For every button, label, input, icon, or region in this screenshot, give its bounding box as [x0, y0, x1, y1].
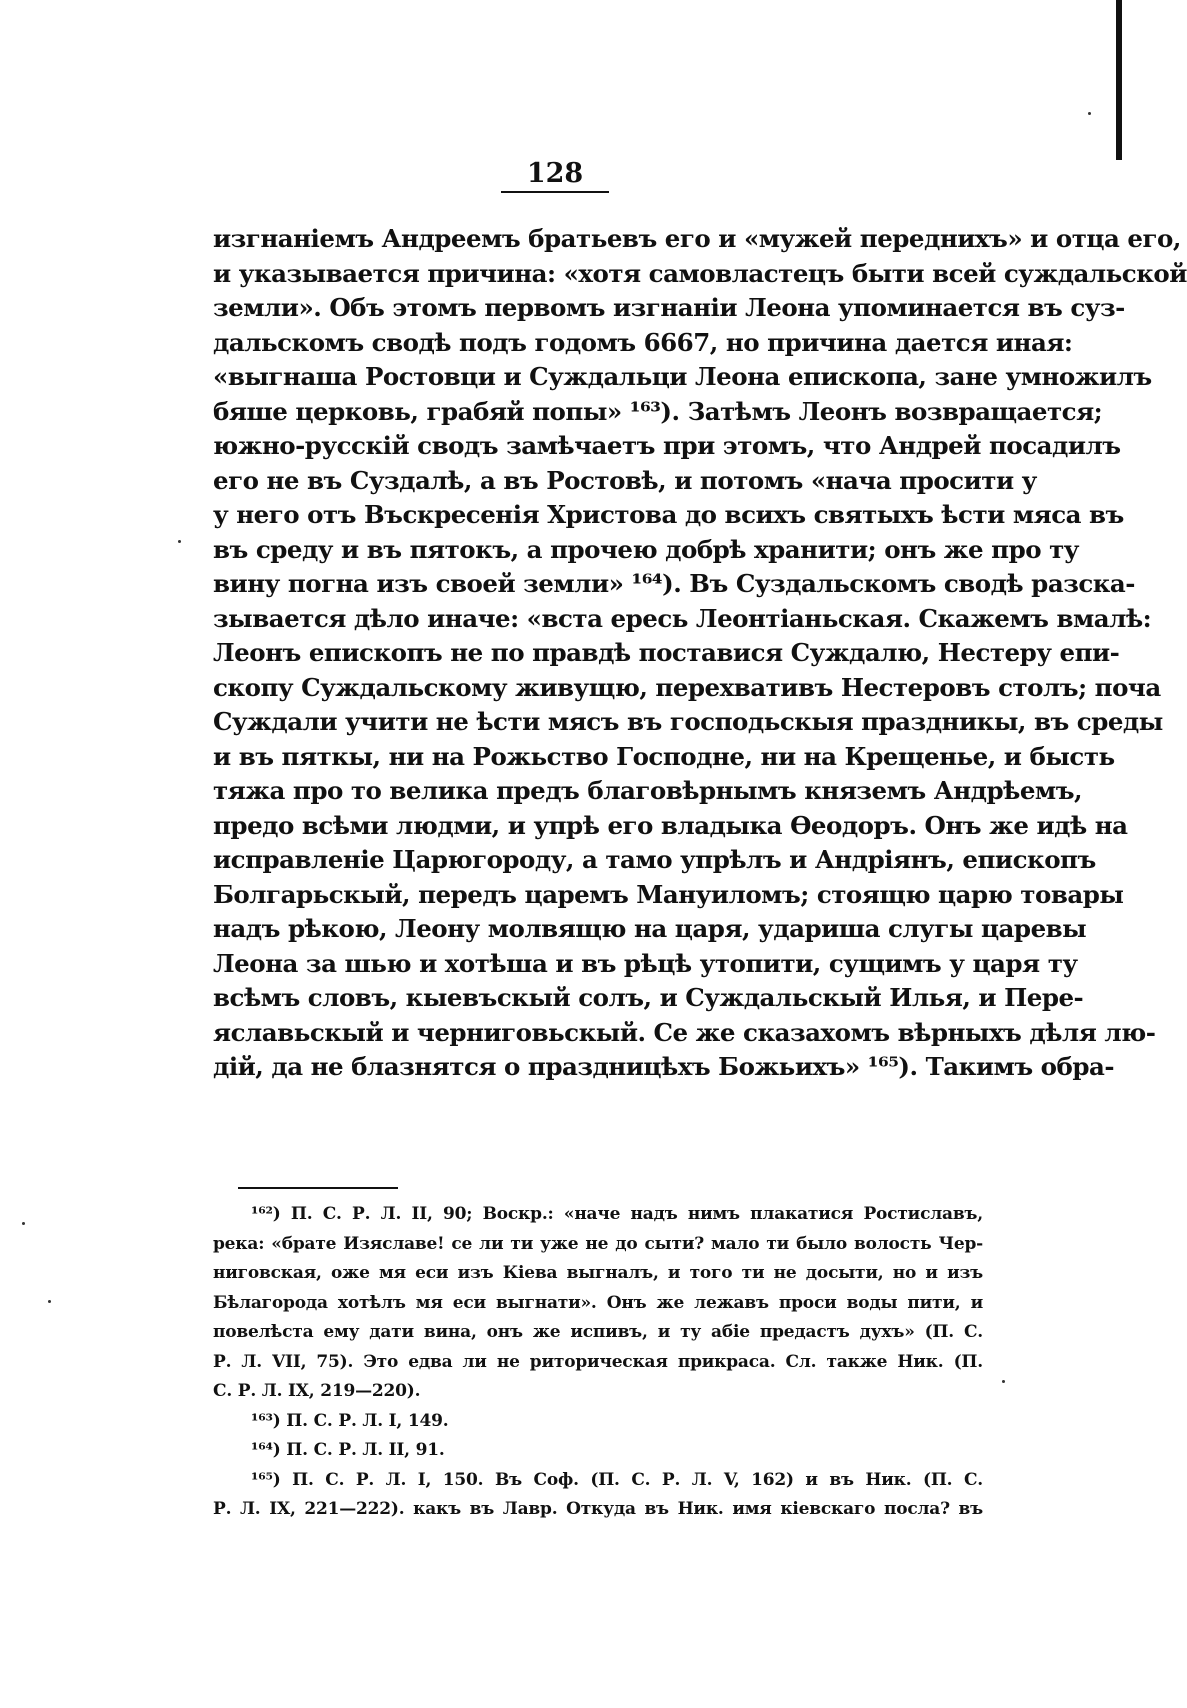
footnote-line: Р. Л. VII, 75). Это едва ли не риторическая прикраса. Сл. также Ник. (П. — [213, 1351, 983, 1372]
text-line: у него отъ Въскресенія Христова до всихъ святыхъ ѣсти мяса въ — [213, 500, 1124, 529]
text-line: Леона за шью и хотѣша и въ рѣцѣ утопити, сущимъ у царя ту — [213, 948, 1078, 978]
text-line: его не въ Суздалѣ, а въ Ростовѣ, и потомъ «нача просити у — [213, 465, 1037, 495]
text-line: тяжа про то велика предъ благовѣрнымъ княземъ Андрѣемъ, — [213, 776, 1083, 805]
text-line: въ среду и въ пятокъ, а прочею добрѣ хранити; онъ же про ту — [213, 534, 1079, 564]
footnote-line: ¹⁶⁵) П. С. Р. Л. I, 150. Въ Соф. (П. С. Р. Л. V, 162) и въ Ник. (П. С. — [251, 1469, 983, 1490]
footnote-line: Бѣлагорода хотѣлъ мя еси выгнати». Онъ же лежавъ проси воды пити, и — [213, 1292, 983, 1313]
footnote-line: С. Р. Л. IX, 219—220). — [213, 1381, 421, 1401]
text-line: вину погна изъ своей земли» ¹⁶⁴). Въ Суздальскомъ сводѣ разска- — [213, 569, 1135, 598]
page-number — [0, 158, 1140, 193]
text-line: зывается дѣло иначе: «вста ересь Леонтіаньская. Скажемъ вмалѣ: — [213, 603, 1152, 633]
page-number-text: 128 — [501, 158, 609, 193]
scan-speck — [48, 1300, 51, 1303]
footnote-line: река: «брате Изяславе! се ли ти уже не до сыти? мало ти было волость Чер- — [213, 1233, 983, 1254]
footnote-line: Р. Л. IX, 221—222). какъ въ Лавр. Откуда въ Ник. имя кіевскаго посла? въ — [213, 1499, 983, 1519]
scan-speck — [1002, 1380, 1005, 1383]
scan-speck — [22, 1222, 25, 1225]
text-line: изгнаніемъ Андреемъ братьевъ его и «мужей переднихъ» и отца его, — [213, 224, 1181, 253]
footnote-line: ¹⁶²) П. С. Р. Л. II, 90; Воскр.: «наче надъ нимъ плакатися Ростиславъ, — [251, 1204, 983, 1224]
text-line: дій, да не блазнятся о праздницѣхъ Божьихъ» ¹⁶⁵). Такимъ обра- — [213, 1052, 1115, 1081]
page-edge-line — [1116, 0, 1122, 160]
footnote-separator — [238, 1187, 398, 1189]
text-line: исправленіе Царюгороду, а тамо упрѣлъ и Андріянъ, епископъ — [213, 845, 1096, 874]
text-line: предо всѣми людми, и упрѣ его владыка Ѳеодоръ. Онъ же идѣ на — [213, 810, 1128, 840]
footnote-line: ниговская, оже мя еси изъ Кіева выгналъ, и того ти не досыти, но и изъ — [213, 1263, 983, 1283]
text-line: и въ пяткы, ни на Рожьство Господне, ни на Крещенье, и бысть — [213, 741, 1115, 771]
text-line: земли». Объ этомъ первомъ изгнаніи Леона упоминается въ суз- — [213, 293, 1125, 322]
text-line: дальскомъ сводѣ подъ годомъ 6667, но причина дается иная: — [213, 327, 1073, 357]
text-line: яславьскый и черниговьскый. Се же сказахомъ вѣрныхъ дѣля лю- — [213, 1017, 1156, 1047]
text-line: и указывается причина: «хотя самовластецъ быти всей суждальской — [213, 258, 1187, 288]
text-line: Леонъ епископъ не по правдѣ поставися Суждалю, Нестеру епи- — [213, 638, 1120, 667]
scan-speck — [178, 540, 181, 543]
footnotes — [213, 1200, 983, 1525]
main-text — [213, 222, 1187, 1085]
footnote-line: ¹⁶⁴) П. С. Р. Л. II, 91. — [251, 1440, 445, 1460]
footnote-line: повелѣста ему дати вина, онъ же испивъ, и ту абіе предастъ духъ» (П. С. — [213, 1322, 983, 1342]
scan-speck — [1088, 112, 1091, 115]
footnote-line: ¹⁶³) П. С. Р. Л. I, 149. — [251, 1410, 449, 1431]
text-line: надъ рѣкою, Леону молвящю на царя, удариша слугы царевы — [213, 914, 1087, 943]
text-line: всѣмъ словъ, кыевъскый солъ, и Суждальскый Илья, и Пере- — [213, 983, 1084, 1012]
text-line: Болгарьскый, передъ царемъ Мануиломъ; стоящю царю товары — [213, 879, 1124, 909]
text-line: «выгнаша Ростовци и Суждальци Леона епископа, зане умножилъ — [213, 362, 1152, 391]
text-line: Суждали учити не ѣсти мясъ въ господьскыя праздникы, въ среды — [213, 707, 1163, 736]
text-line: южно-русскій сводъ замѣчаетъ при этомъ, что Андрей посадилъ — [213, 431, 1121, 460]
text-line: бяше церковь, грабяй попы» ¹⁶³). Затѣмъ Леонъ возвращается; — [213, 396, 1103, 426]
text-line: скопу Суждальскому живущю, перехвативъ Нестеровъ столъ; поча — [213, 672, 1161, 702]
